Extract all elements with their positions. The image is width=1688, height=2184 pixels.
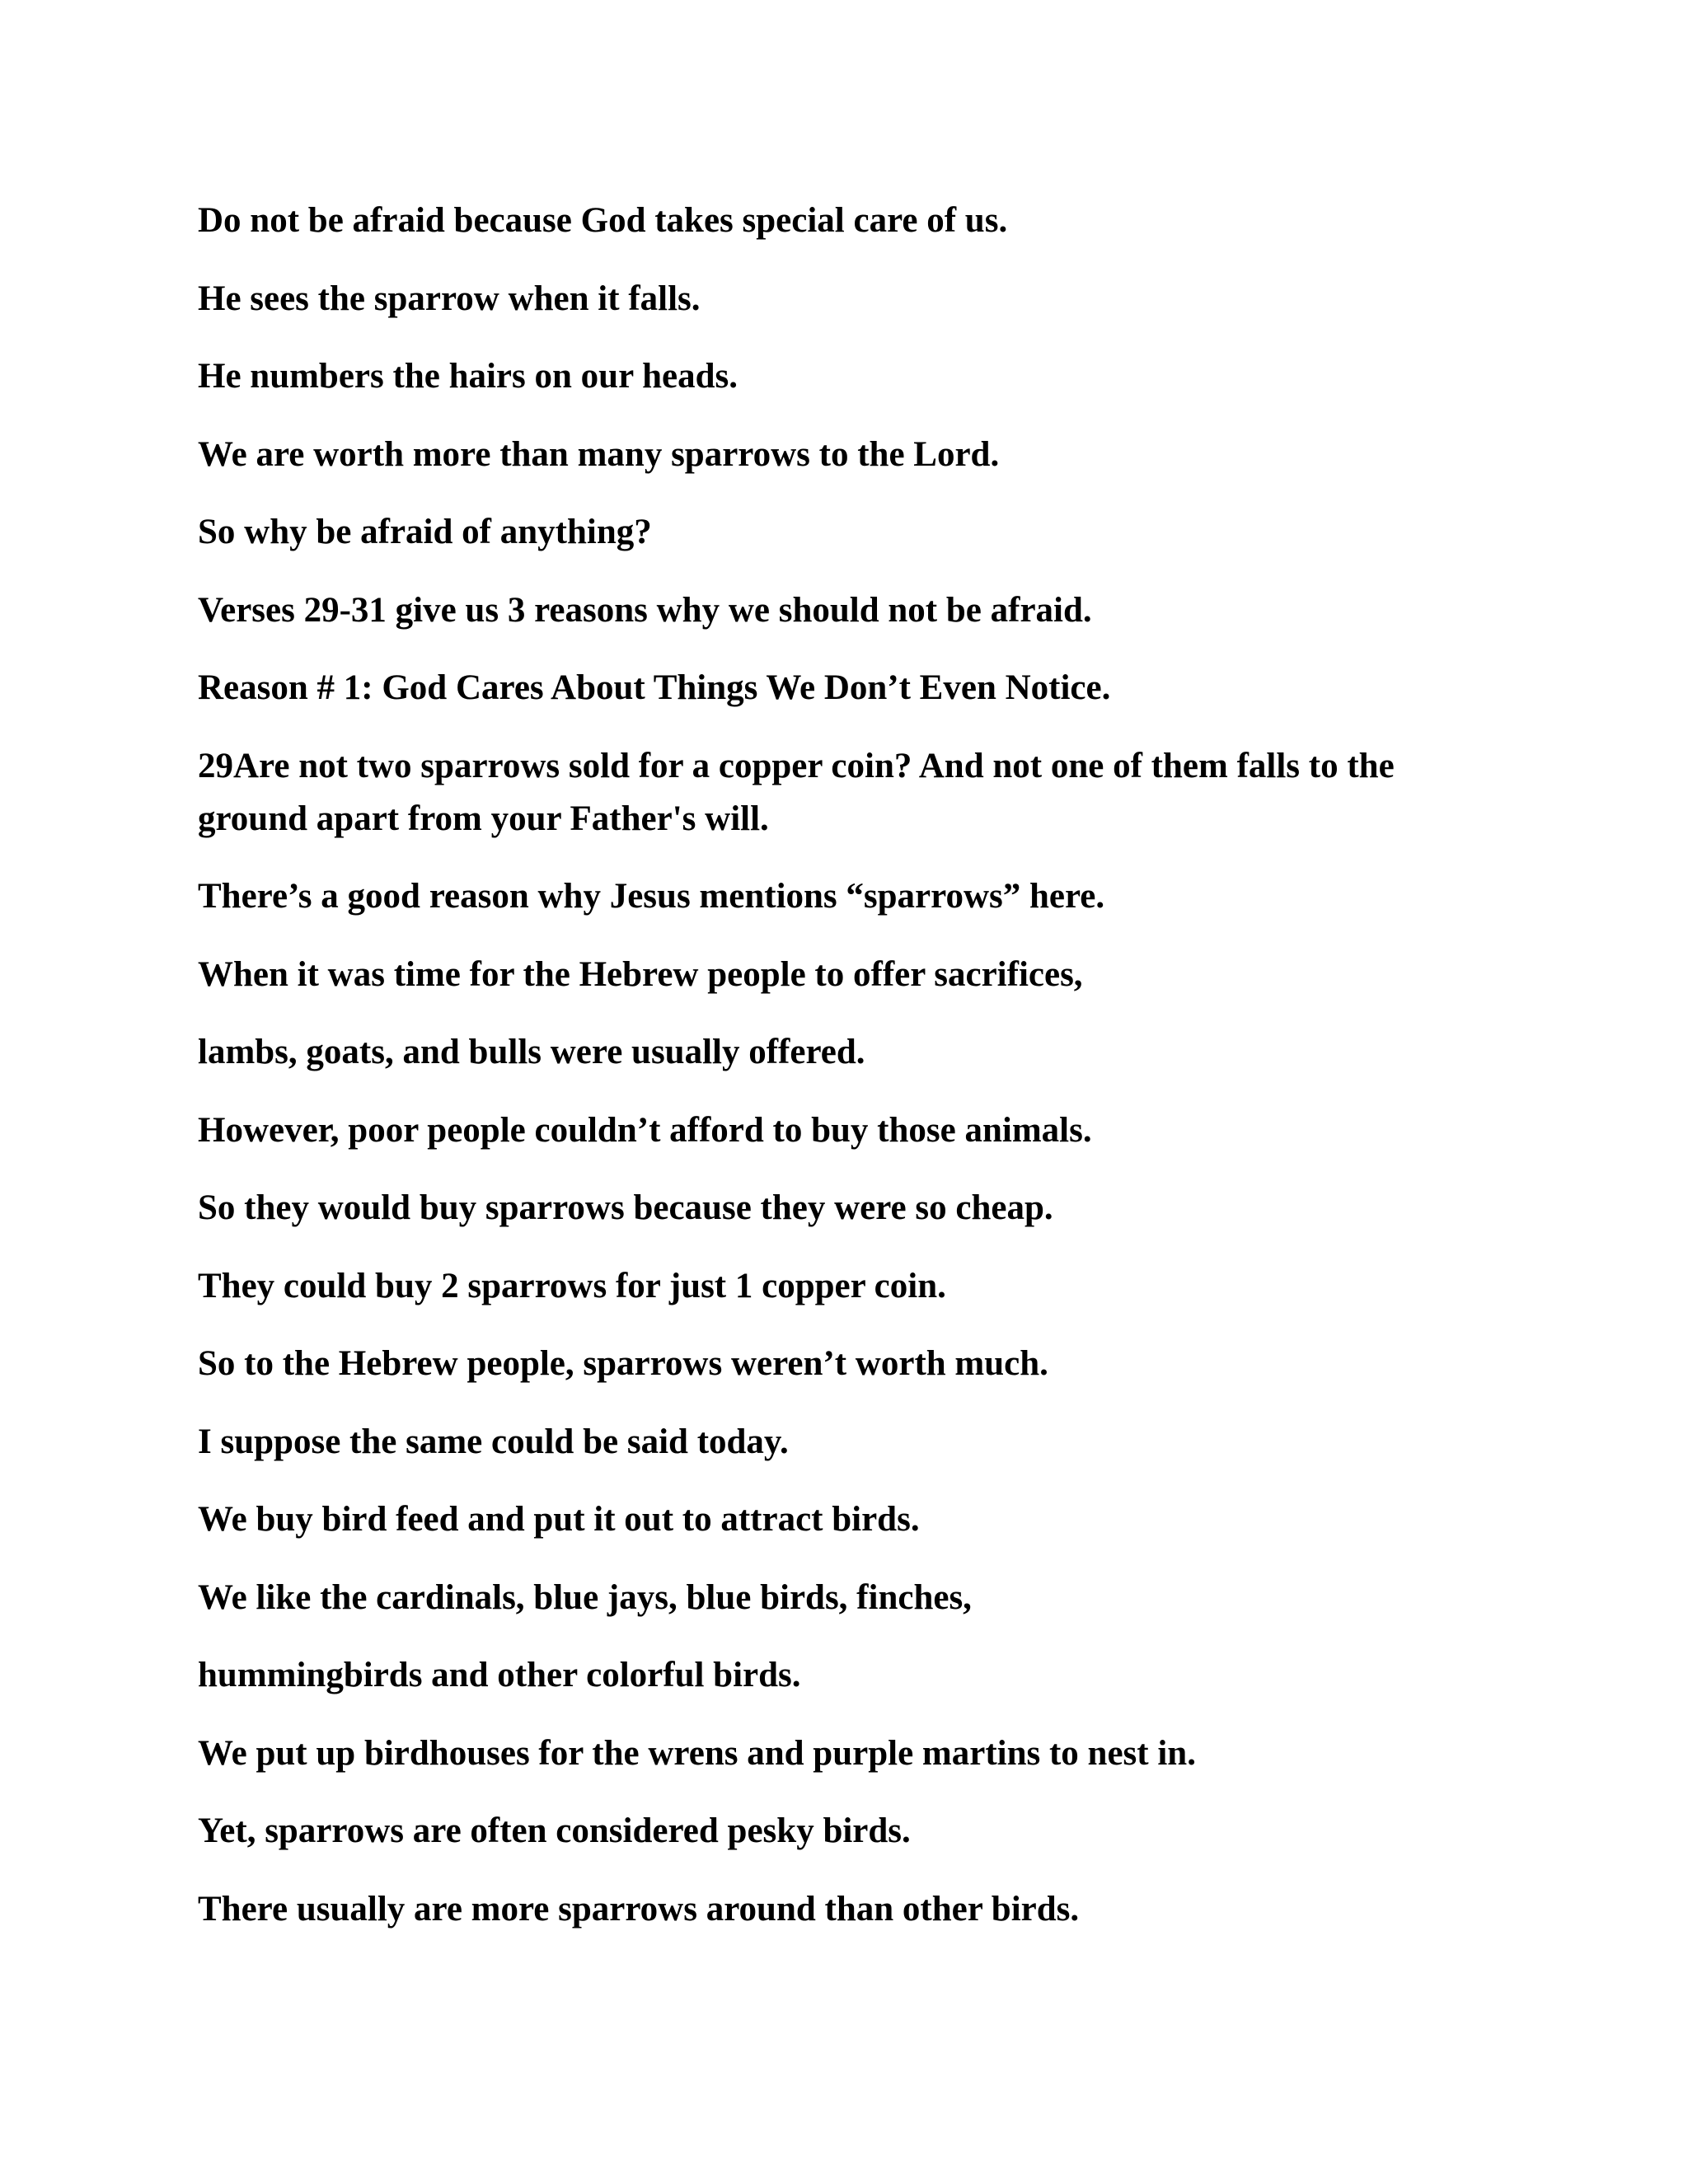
paragraph-8-scripture-verse: 29Are not two sparrows sold for a copper coin? And not one of them falls to the ground apart from your Father's will.	[198, 746, 1395, 838]
paragraph-4: We are worth more than many sparrows to the Lord.	[198, 434, 1000, 474]
paragraph-3: He numbers the hairs on our heads.	[198, 357, 738, 396]
paragraph-17: We buy bird feed and put it out to attract birds.	[198, 1500, 920, 1539]
paragraph-19: hummingbirds and other colorful birds.	[198, 1656, 801, 1694]
paragraph-7-reason-heading: Reason # 1: God Cares About Things We Don’t Even Notice.	[198, 668, 1111, 707]
paragraph-13: So they would buy sparrows because they were so cheap.	[198, 1188, 1053, 1227]
paragraph-2: He sees the sparrow when it falls.	[198, 279, 701, 318]
paragraph-5: So why be afraid of anything?	[198, 513, 652, 551]
paragraph-6: Verses 29-31 give us 3 reasons why we should not be afraid.	[198, 590, 1092, 630]
paragraph-18: We like the cardinals, blue jays, blue birds, finches,	[198, 1577, 972, 1617]
paragraph-12: However, poor people couldn’t afford to buy those animals.	[198, 1110, 1092, 1150]
paragraph-21: Yet, sparrows are often considered pesky birds.	[198, 1811, 911, 1850]
paragraph-20: We put up birdhouses for the wrens and purple martins to nest in.	[198, 1733, 1196, 1773]
document-body	[198, 194, 1500, 1961]
paragraph-11: lambs, goats, and bulls were usually offered.	[198, 1033, 865, 1071]
paragraph-16: I suppose the same could be said today.	[198, 1422, 789, 1461]
paragraph-14: They could buy 2 sparrows for just 1 copper coin.	[198, 1266, 946, 1305]
paragraph-15: So to the Hebrew people, sparrows weren’t worth much.	[198, 1344, 1048, 1383]
paragraph-1: Do not be afraid because God takes special care of us.	[198, 201, 1008, 240]
paragraph-10: When it was time for the Hebrew people to offer sacrifices,	[198, 954, 1083, 994]
paragraph-22: There usually are more sparrows around than other birds.	[198, 1889, 1080, 1929]
paragraph-9: There’s a good reason why Jesus mentions “sparrows” here.	[198, 877, 1105, 916]
